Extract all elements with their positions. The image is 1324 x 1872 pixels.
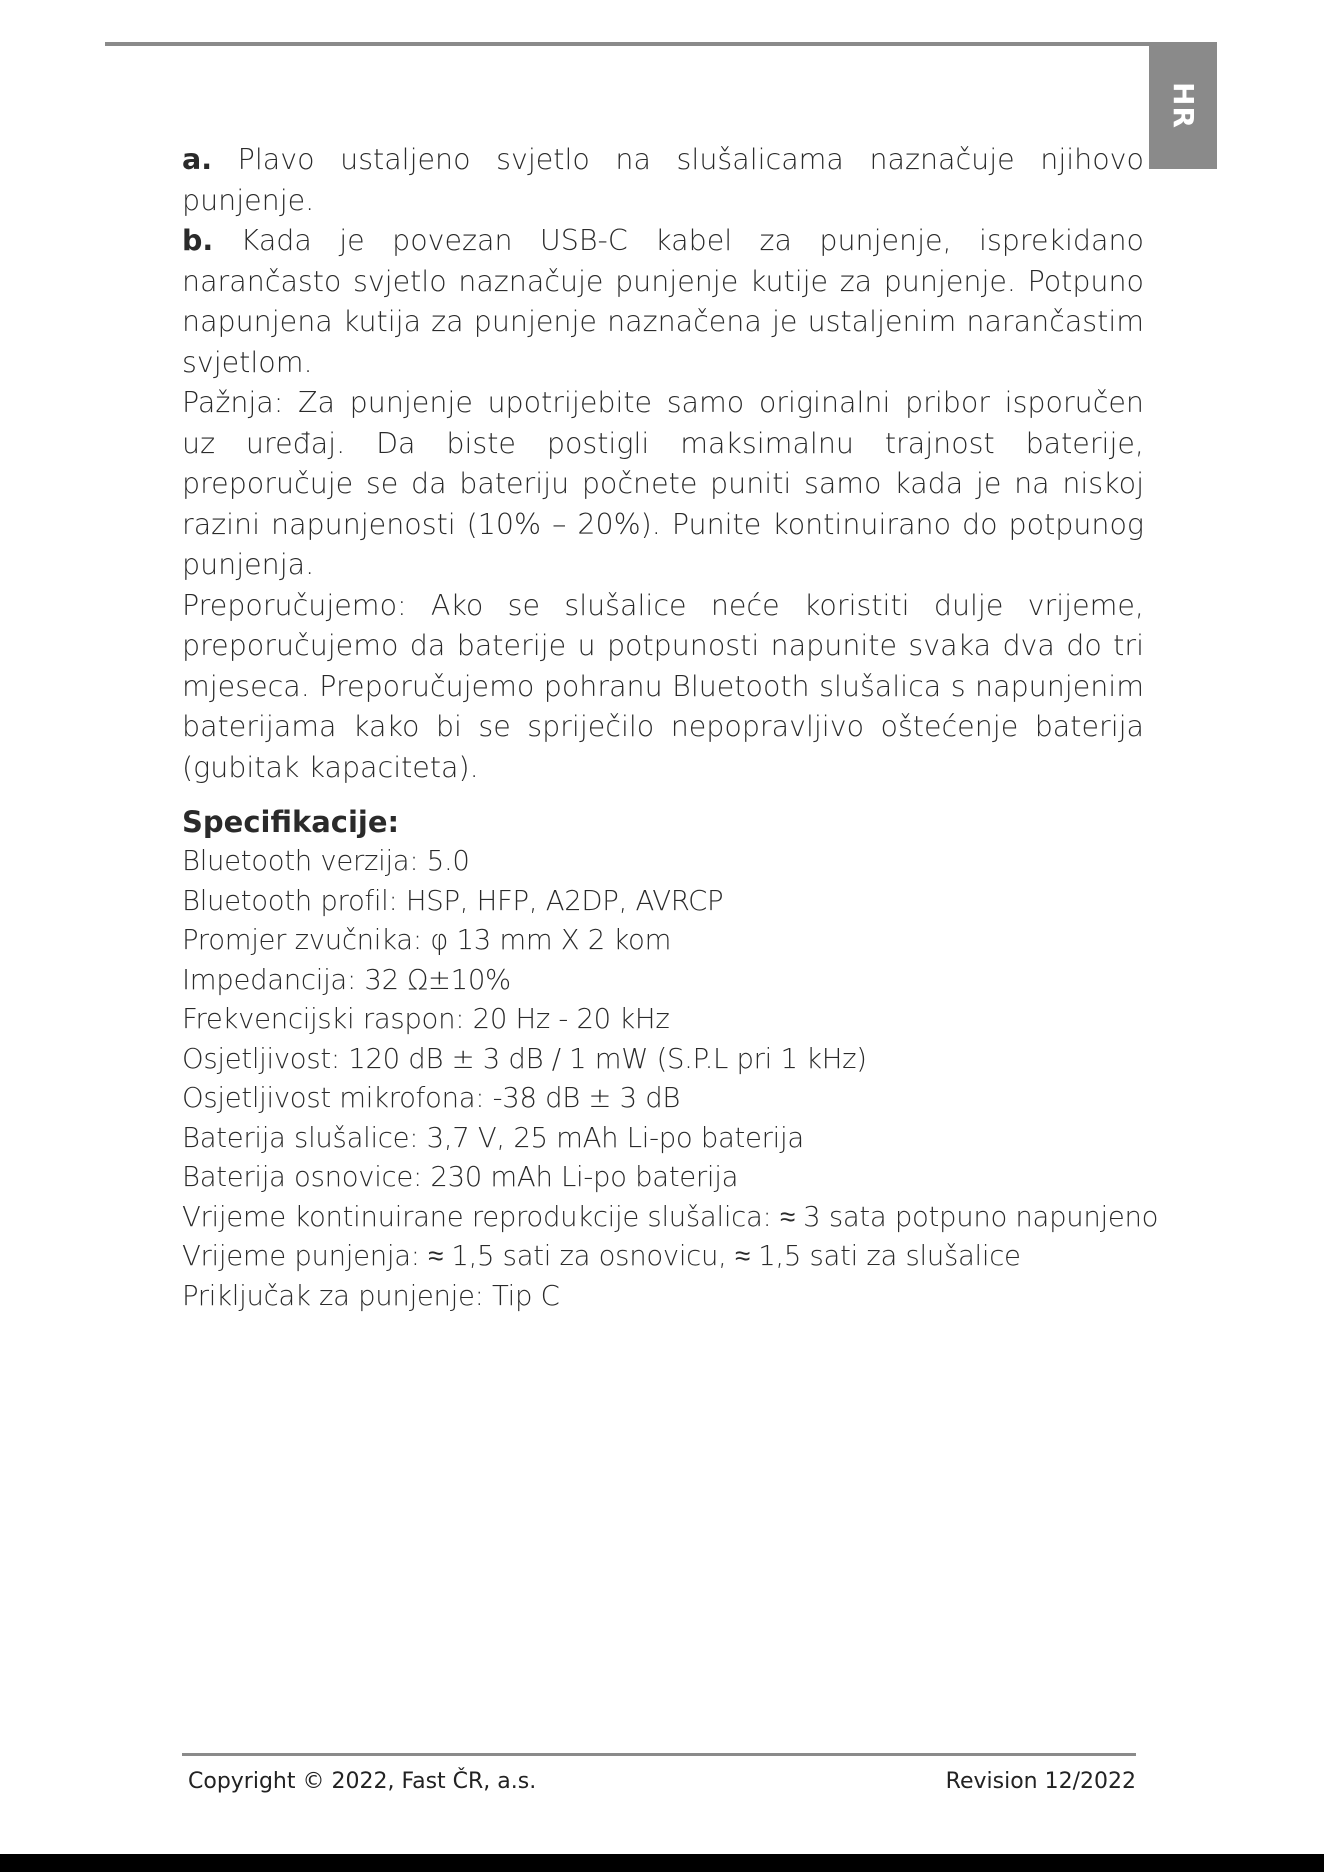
paragraph-a-text: Plavo ustaljeno svjetlo na slušalicama naznačuje njihovo punjenje. [182, 143, 1144, 217]
top-divider [105, 42, 1217, 46]
paragraph-recommendation-text: Ako se slušalice neće koristiti dulje vrijeme, preporučujemo da baterije u potpunosti napunite svaka dva do tri mjeseca. Preporučujemo pohranu Bluetooth slušalica s napunjenim baterijama kako bi se spriječilo nepopravljivo oštećenje baterija (gubitak kapaciteta). [182, 588, 1144, 784]
paragraph-recommendation-label: Preporučujemo: [182, 588, 407, 622]
spec-item: Vrijeme kontinuirane reprodukcije slušalica: ≈ 3 sata potpuno napunjeno [182, 1200, 1159, 1233]
paragraph-recommendation [182, 586, 1144, 789]
spec-item: Baterija osnovice: 230 mAh Li-po baterija [182, 1161, 739, 1193]
footer-divider [182, 1753, 1136, 1756]
paragraph-warning [182, 383, 1144, 586]
language-tab-label: HR [1166, 82, 1200, 129]
spec-item: Osjetljivost mikrofona: -38 dB ± 3 dB [182, 1082, 681, 1114]
manual-content [182, 140, 1159, 1316]
paragraph-warning-label: Pažnja: [182, 386, 284, 419]
language-tab [1149, 42, 1217, 169]
paragraph-b [182, 221, 1144, 383]
paragraph-b-label: b. [182, 224, 214, 257]
section-gap [182, 788, 1144, 802]
spec-item: Frekvencijski raspon: 20 Hz - 20 kHz [182, 1003, 670, 1035]
paragraph-b-text: Kada je povezan USB-C kabel za punjenje, isprekidano narančasto svjetlo naznačuje punjenje kutije za punjenje. Potpuno napunjena kutija za punjenje naznačena je ustaljenim narančastim svjetlom. [182, 224, 1144, 379]
bottom-edge-bar [0, 1854, 1324, 1872]
spec-item: Baterija slušalice: 3,7 V, 25 mAh Li-po baterija [182, 1121, 804, 1154]
spec-item: Bluetooth verzija: 5.0 [182, 845, 470, 877]
paragraph-a-label: a. [182, 143, 213, 176]
paragraph-a [182, 140, 1144, 221]
spec-item: Osjetljivost: 120 dB ± 3 dB / 1 mW (S.P.L pri 1 kHz) [182, 1042, 867, 1075]
paragraph-warning-text: Za punjenje upotrijebite samo originalni pribor isporučen uz uređaj. Da biste postigli maksimalnu trajnost baterije, preporučuje se da bateriju počnete puniti samo kada je na niskoj razini napunjenosti (10% – 20%). Punite kontinuirano do potpunog punjenja. [182, 386, 1144, 581]
spec-item: Impedancija: 32 Ω±10% [182, 963, 511, 996]
spec-item: Bluetooth profil: HSP, HFP, A2DP, AVRCP [182, 884, 724, 917]
specs-heading: Specifikacije: [182, 805, 400, 839]
spec-item: Priključak za punjenje: Tip C [182, 1279, 560, 1312]
footer-copyright: Copyright © 2022, Fast ČR, a.s. [188, 1769, 537, 1794]
specs-list [182, 842, 1159, 1316]
footer-revision: Revision 12/2022 [945, 1769, 1136, 1794]
spec-item: Vrijeme punjenja: ≈ 1,5 sati za osnovicu, ≈ 1,5 sati za slušalice [182, 1240, 1021, 1272]
spec-item: Promjer zvučnika: φ 13 mm X 2 kom [182, 924, 672, 956]
